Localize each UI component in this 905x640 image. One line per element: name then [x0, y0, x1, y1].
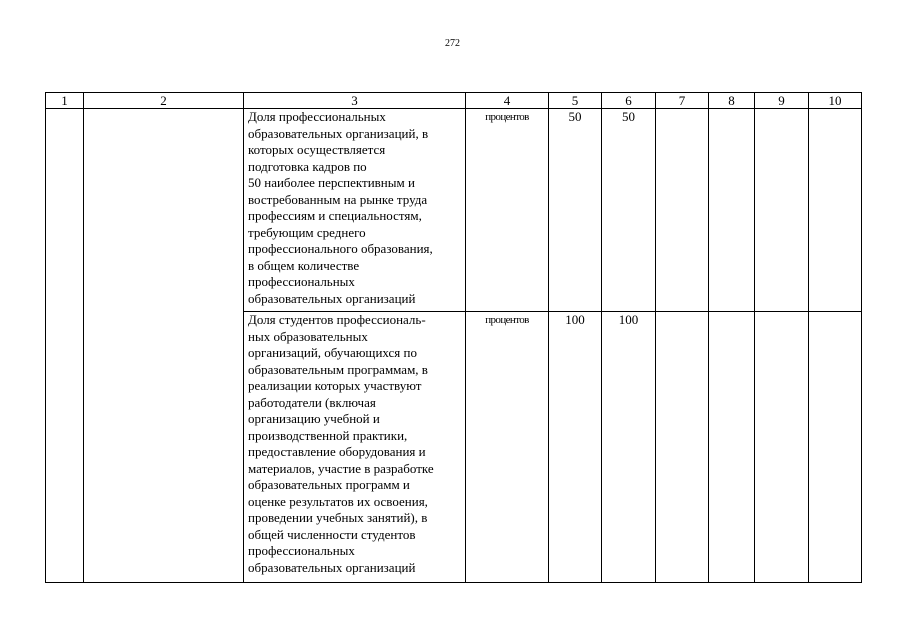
column-header-9: 9: [755, 93, 809, 109]
column-header-5: 5: [549, 93, 602, 109]
indicators-table: [45, 92, 862, 583]
value-col8: [709, 312, 755, 583]
unit-cell: процентов: [466, 312, 549, 583]
value-col10: [809, 312, 862, 583]
value-col10: [809, 109, 862, 312]
value-col5: 100: [549, 312, 602, 583]
value-col7: [656, 109, 709, 312]
cell-col1: [46, 109, 84, 583]
column-header-10: 10: [809, 93, 862, 109]
table-row: [46, 109, 862, 312]
column-header-6: 6: [602, 93, 656, 109]
header-row: [46, 93, 862, 109]
column-header-3: 3: [244, 93, 466, 109]
cell-col2: [84, 109, 244, 583]
indicator-name-cell: [244, 312, 466, 583]
value-col8: [709, 109, 755, 312]
indicator-name-cell: [244, 109, 466, 312]
value-col9: [755, 312, 809, 583]
column-header-7: 7: [656, 93, 709, 109]
column-header-4: 4: [466, 93, 549, 109]
column-header-1: 1: [46, 93, 84, 109]
column-header-8: 8: [709, 93, 755, 109]
indicator-name: Доля студентов профессиональ- ных образовательных организаций, обучающихся по образовательным программам, в реализации которых участвуют работодатели (включая организацию учебной и производственной практики, предоставление оборудования и материалов, участие в разработке образовательных программ и оценке результатов их освоения, проведении учебных занятий), в общей численности студентов профессиональных образовательных организаций: [248, 312, 434, 575]
value-col7: [656, 312, 709, 583]
value-col6: 50: [602, 109, 656, 312]
unit-cell: процентов: [466, 109, 549, 312]
indicator-name: Доля профессиональных образовательных организаций, в которых осуществляется подготовка кадров по 50 наиболее перспективным и востребованным на рынке труда профессиям и специальностям, требующим среднего профессионального образования, в общем количестве профессиональных образовательных организаций: [248, 109, 433, 306]
column-header-2: 2: [84, 93, 244, 109]
value-col5: 50: [549, 109, 602, 312]
value-col9: [755, 109, 809, 312]
page-number: 272: [445, 38, 460, 49]
value-col6: 100: [602, 312, 656, 583]
